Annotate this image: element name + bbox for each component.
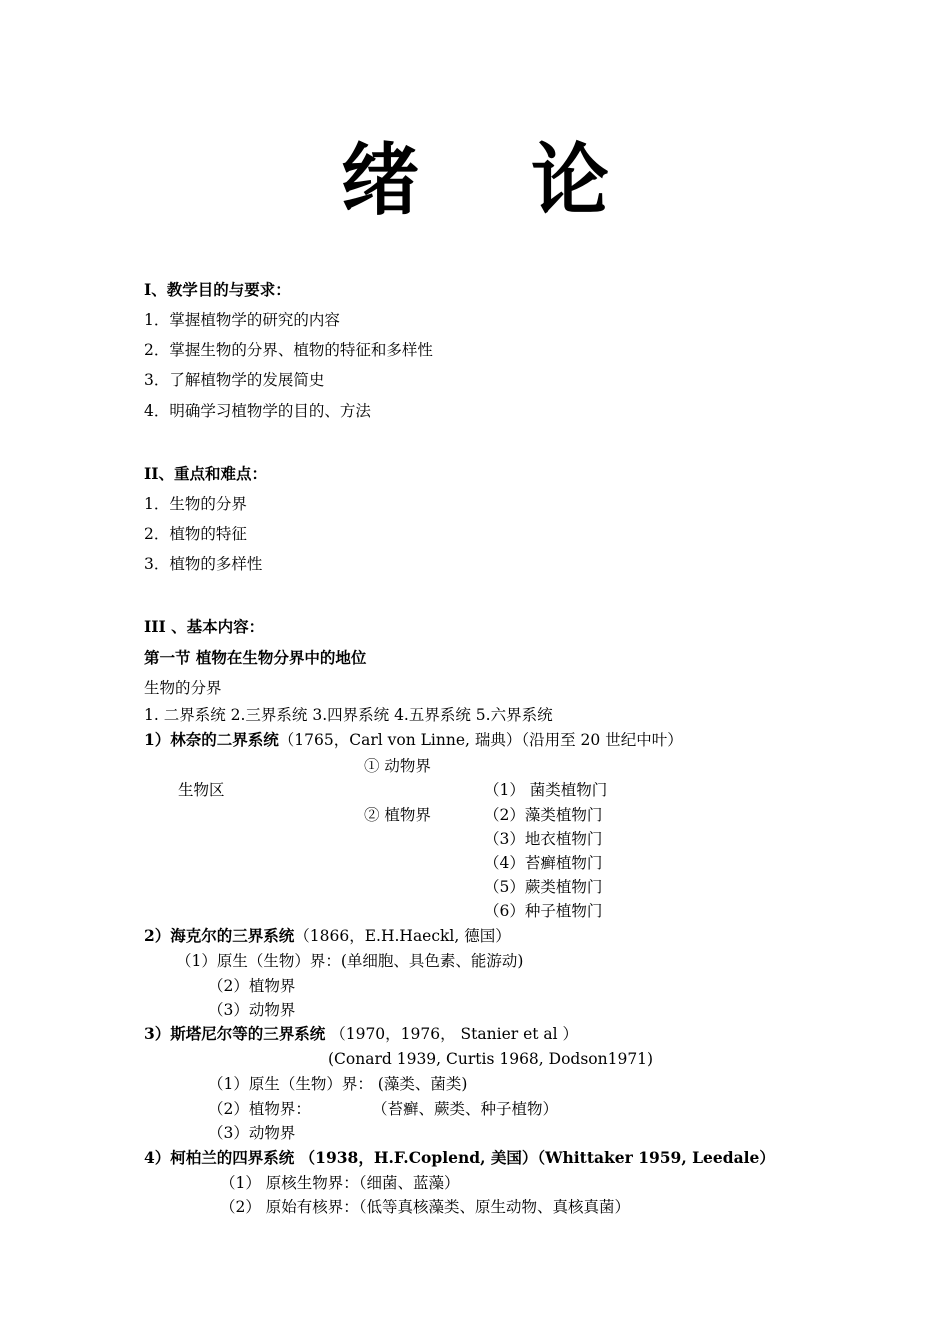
chapter-heading: 第一节 植物在生物分界中的地位 [144,648,367,667]
kingdom-item: （2）植物界： [208,1100,311,1118]
kingdom-item: （1）原生（生物）界： (藻类、菌类) [208,1075,468,1093]
phylum-item: （5）蕨类植物门 [484,878,603,896]
stanier-system-label: 3）斯塔尼尔等的三界系统 [144,1024,326,1043]
linnaeus-system-note: （1765，Carl von Linne, 瑞典）（沿用至 20 世纪中叶） [278,731,683,749]
phylum-item: （6）种子植物门 [484,902,603,920]
phylum-item: （3）地衣植物门 [484,830,603,848]
haeckel-system-line [144,926,511,946]
kingdom-item: （2）植物界 [208,977,296,995]
kingdom-item: （1）原生（生物）界：(单细胞、具色素、能游动) [176,952,524,970]
stanier-system-note: （1970，1976， Stanier et al ） [325,1025,579,1043]
section-1-heading: I、教学目的与要求： [144,280,291,299]
haeckel-system-label: 2）海克尔的三界系统 [144,926,295,945]
section-3-heading: III 、基本内容： [144,617,265,636]
phylum-item: （1） 菌类植物门 [484,781,608,799]
objective-item: 2．掌握生物的分界、植物的特征和多样性 [144,341,433,359]
phylum-item: （4）苔癣植物门 [484,854,603,872]
title-char-1: 绪 [340,136,419,226]
phylum-item: （2）藻类植物门 [484,806,603,824]
stanier-refs: (Conard 1939, Curtis 1968, Dodson1971) [328,1050,654,1068]
kingdom-item: （3）动物界 [208,1124,296,1142]
stanier-system-line [144,1024,578,1044]
page-title [0,136,950,226]
kingdom-animal: ① 动物界 [364,757,431,775]
linnaeus-system-label: 1）林奈的二界系统 [144,730,279,749]
title-char-2: 论 [531,136,610,226]
subsection-title: 生物的分界 [144,679,222,697]
kingdom-item-detail: （苔癣、蕨类、种子植物） [372,1100,559,1118]
keypoint-item: 2．植物的特征 [144,525,247,543]
kingdom-item: （1） 原核生物界：（细菌、蓝藻） [220,1174,460,1192]
linnaeus-system-line [144,730,683,750]
systems-list: 1. 二界系统 2.三界系统 3.四界系统 4.五界系统 5.六界系统 [144,706,553,724]
classification-root: 生物区 [178,781,225,799]
section-2-heading: II、重点和难点： [144,464,268,483]
objective-item: 4．明确学习植物学的目的、方法 [144,402,371,420]
kingdom-item: （3）动物界 [208,1001,296,1019]
objective-item: 1．掌握植物学的研究的内容 [144,311,340,329]
objective-item: 3．了解植物学的发展简史 [144,371,325,389]
kingdom-plant: ② 植物界 [364,806,431,824]
haeckel-system-note: （1866，E.H.Haeckl, 德国） [294,927,511,945]
keypoint-item: 3．植物的多样性 [144,555,263,573]
copeland-system-label: 4）柯柏兰的四界系统 （1938，H.F.Coplend, 美国）（Whittaker 1959, Leedale） [144,1148,775,1167]
kingdom-item: （2） 原始有核界：（低等真核藻类、原生动物、真核真菌） [220,1198,631,1216]
keypoint-item: 1．生物的分界 [144,495,247,513]
